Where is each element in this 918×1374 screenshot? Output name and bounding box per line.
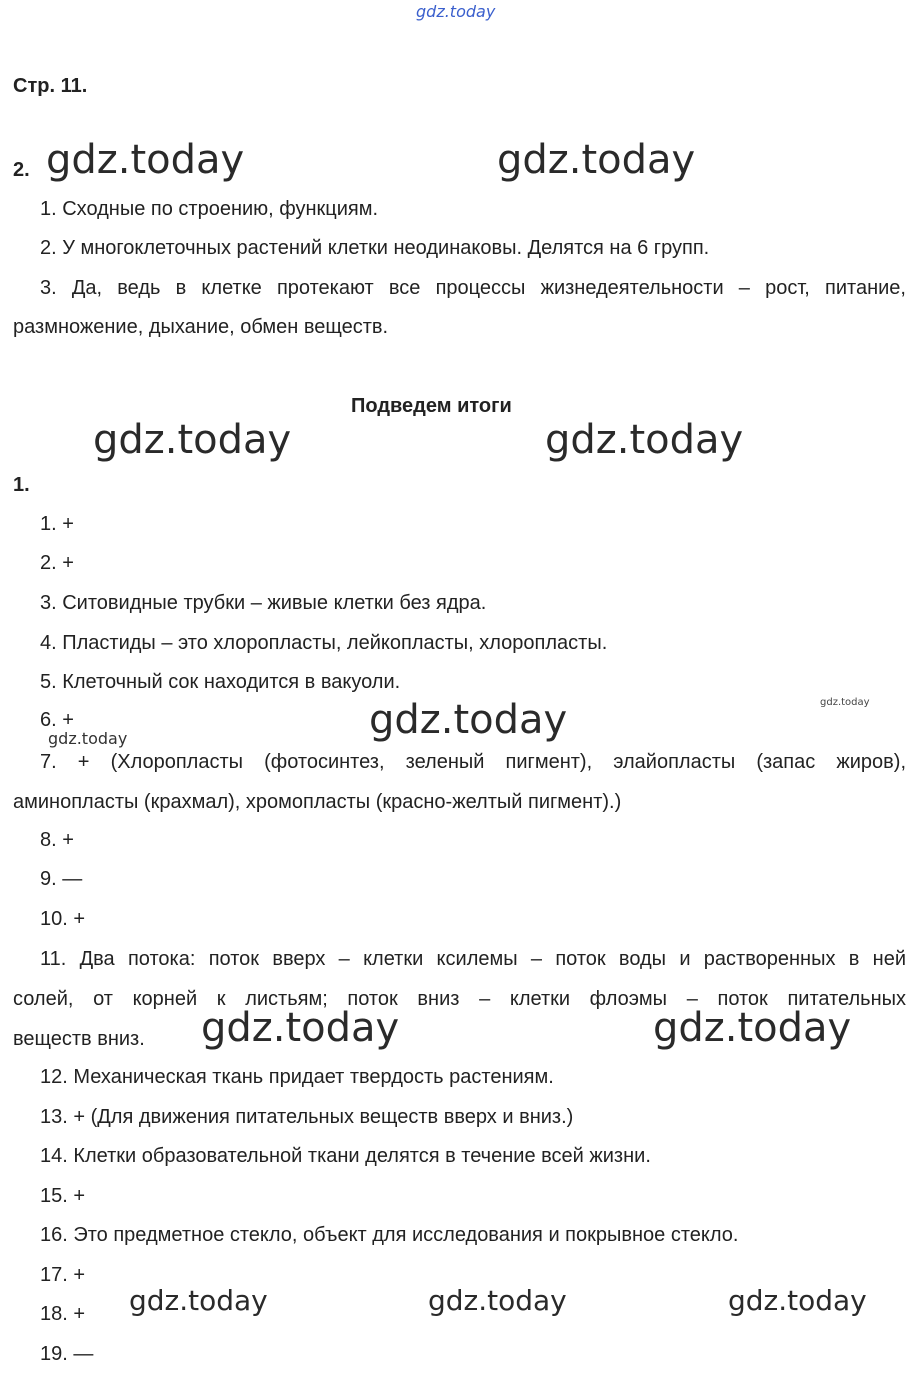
- summary-item-14: 14. Клетки образовательной ткани делятся в течение всей жизни.: [40, 1145, 651, 1167]
- summary-number: 1.: [13, 474, 30, 496]
- section-2-item-1: 1. Сходные по строению, функциям.: [40, 198, 379, 220]
- section-2-item-3-line-1: 3. Да, ведь в клетке протекают все процессы жизнедеятельности – рост, питание,: [40, 277, 906, 299]
- watermark: gdz.today: [369, 697, 568, 743]
- watermark-tiny: gdz.today: [820, 697, 870, 708]
- watermark: gdz.today: [93, 417, 292, 463]
- summary-item-1: 1. +: [40, 513, 74, 535]
- summary-item-5: 5. Клеточный сок находится в вакуоли.: [40, 671, 401, 693]
- summary-item-13: 13. + (Для движения питательных веществ вверх и вниз.): [40, 1106, 574, 1128]
- watermark: gdz.today: [653, 1005, 852, 1051]
- summary-item-9: 9. —: [40, 868, 83, 890]
- summary-item-11-line-3: веществ вниз.: [13, 1028, 145, 1050]
- summary-item-6: 6. +: [40, 709, 74, 731]
- summary-item-8: 8. +: [40, 829, 74, 851]
- section-2-item-3-line-2: размножение, дыхание, обмен веществ.: [13, 316, 389, 338]
- page-reference: Стр. 11.: [13, 75, 88, 97]
- summary-item-19: 19. —: [40, 1343, 94, 1365]
- watermark: gdz.today: [497, 137, 696, 183]
- summary-item-7-line-1: 7. + (Хлоропласты (фотосинтез, зеленый пигмент), элайопласты (запас жиров),: [40, 751, 906, 773]
- summary-item-2: 2. +: [40, 552, 74, 574]
- watermark: gdz.today: [428, 1284, 567, 1317]
- summary-item-15: 15. +: [40, 1185, 86, 1207]
- watermark: gdz.today: [201, 1005, 400, 1051]
- summary-item-11-line-2: солей, от корней к листьям; поток вниз – клетки флоэмы – поток питательных: [13, 988, 906, 1010]
- summary-item-16: 16. Это предметное стекло, объект для исследования и покрывное стекло.: [40, 1224, 739, 1246]
- watermark: gdz.today: [46, 137, 245, 183]
- watermark: gdz.today: [545, 417, 744, 463]
- watermark-top: gdz.today: [416, 2, 496, 21]
- summary-item-4: 4. Пластиды – это хлоропласты, лейкопласты, хлоропласты.: [40, 632, 608, 654]
- watermark: gdz.today: [129, 1284, 268, 1317]
- summary-heading: Подведем итоги: [351, 395, 512, 417]
- summary-item-3: 3. Ситовидные трубки – живые клетки без ядра.: [40, 592, 487, 614]
- summary-item-18: 18. +: [40, 1303, 86, 1325]
- summary-item-7-line-2: аминопласты (крахмал), хромопласты (красно-желтый пигмент).): [13, 791, 622, 813]
- summary-item-12: 12. Механическая ткань придает твердость растениям.: [40, 1066, 554, 1088]
- summary-item-17: 17. +: [40, 1264, 86, 1286]
- section-2-number: 2.: [13, 159, 30, 181]
- section-2-item-2: 2. У многоклеточных растений клетки неодинаковы. Делятся на 6 групп.: [40, 237, 710, 259]
- watermark-small: gdz.today: [48, 729, 128, 748]
- summary-item-11-line-1: 11. Два потока: поток вверх – клетки ксилемы – поток воды и растворенных в ней: [40, 948, 906, 970]
- summary-item-10: 10. +: [40, 908, 86, 930]
- watermark: gdz.today: [728, 1284, 867, 1317]
